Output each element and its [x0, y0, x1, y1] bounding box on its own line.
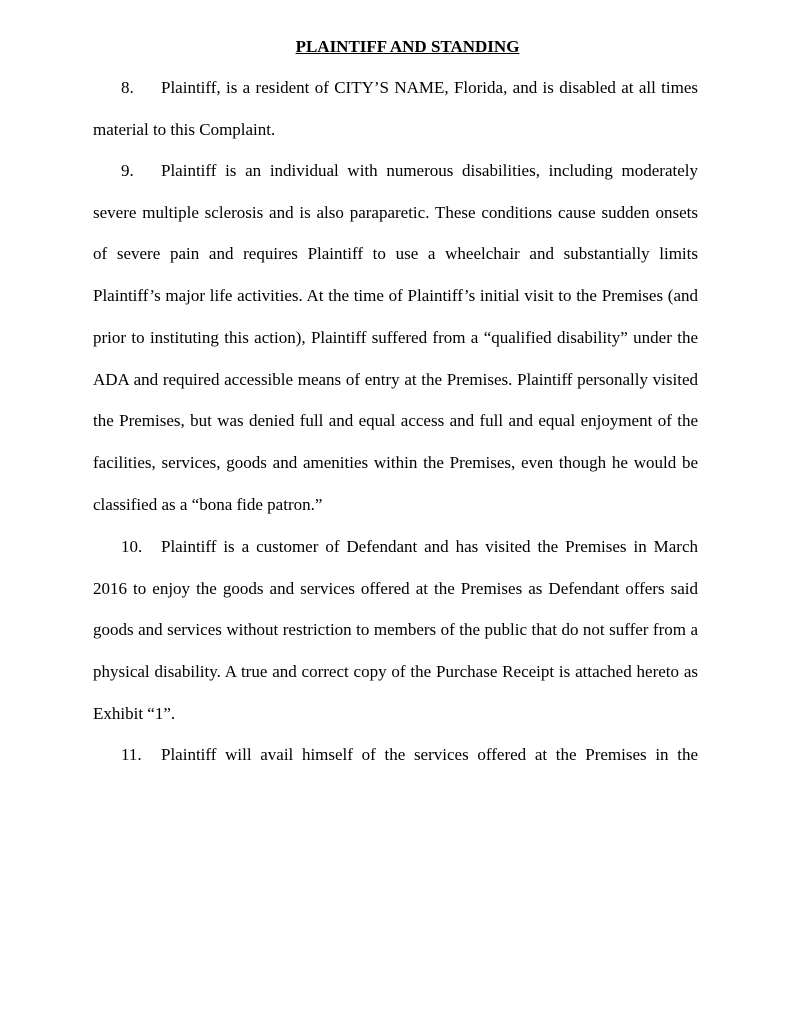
- paragraph-8: [93, 67, 698, 150]
- paragraph-text: Plaintiff is a customer of Defendant and has visited the Premises in March 2016 to enjoy the goods and services offered at the Premises as Defendant offers said goods and services without restriction to members of the public that do not suffer from a physical disability. A true and correct copy of the Purchase Receipt is attached hereto as Exhibit “1”.: [93, 537, 698, 723]
- paragraph-number: 10.: [121, 537, 143, 556]
- paragraph-number: 8.: [121, 78, 134, 97]
- paragraph-number: 11.: [121, 745, 142, 764]
- paragraph-text: Plaintiff is an individual with numerous disabilities, including moderately severe multiple sclerosis and is also paraparetic. These conditions cause sudden onsets of severe pain and requires Plaintiff to use a wheelchair and substantially limits Plaintiff’s major life activities. At the time of Plaintiff’s initial visit to the Premises (and prior to instituting this action), Plaintiff suffered from a “qualified disability” under the ADA and required accessible means of entry at the Premises. Plaintiff personally visited the Premises, but was denied full and equal access and full and equal enjoyment of the facilities, services, goods and amenities within the Premises, even though he would be classified as a “bona fide patron.”: [93, 161, 698, 514]
- paragraph-text: Plaintiff will avail himself of the services offered at the Premises in the: [161, 745, 698, 764]
- paragraph-11: [93, 734, 698, 776]
- section-heading: PLAINTIFF AND STANDING: [295, 37, 520, 56]
- paragraph-9: [93, 150, 698, 525]
- paragraph-10: [93, 526, 698, 735]
- paragraph-text: Plaintiff, is a resident of CITY’S NAME, Florida, and is disabled at all times material to this Complaint.: [93, 78, 698, 139]
- paragraph-number: 9.: [121, 161, 134, 180]
